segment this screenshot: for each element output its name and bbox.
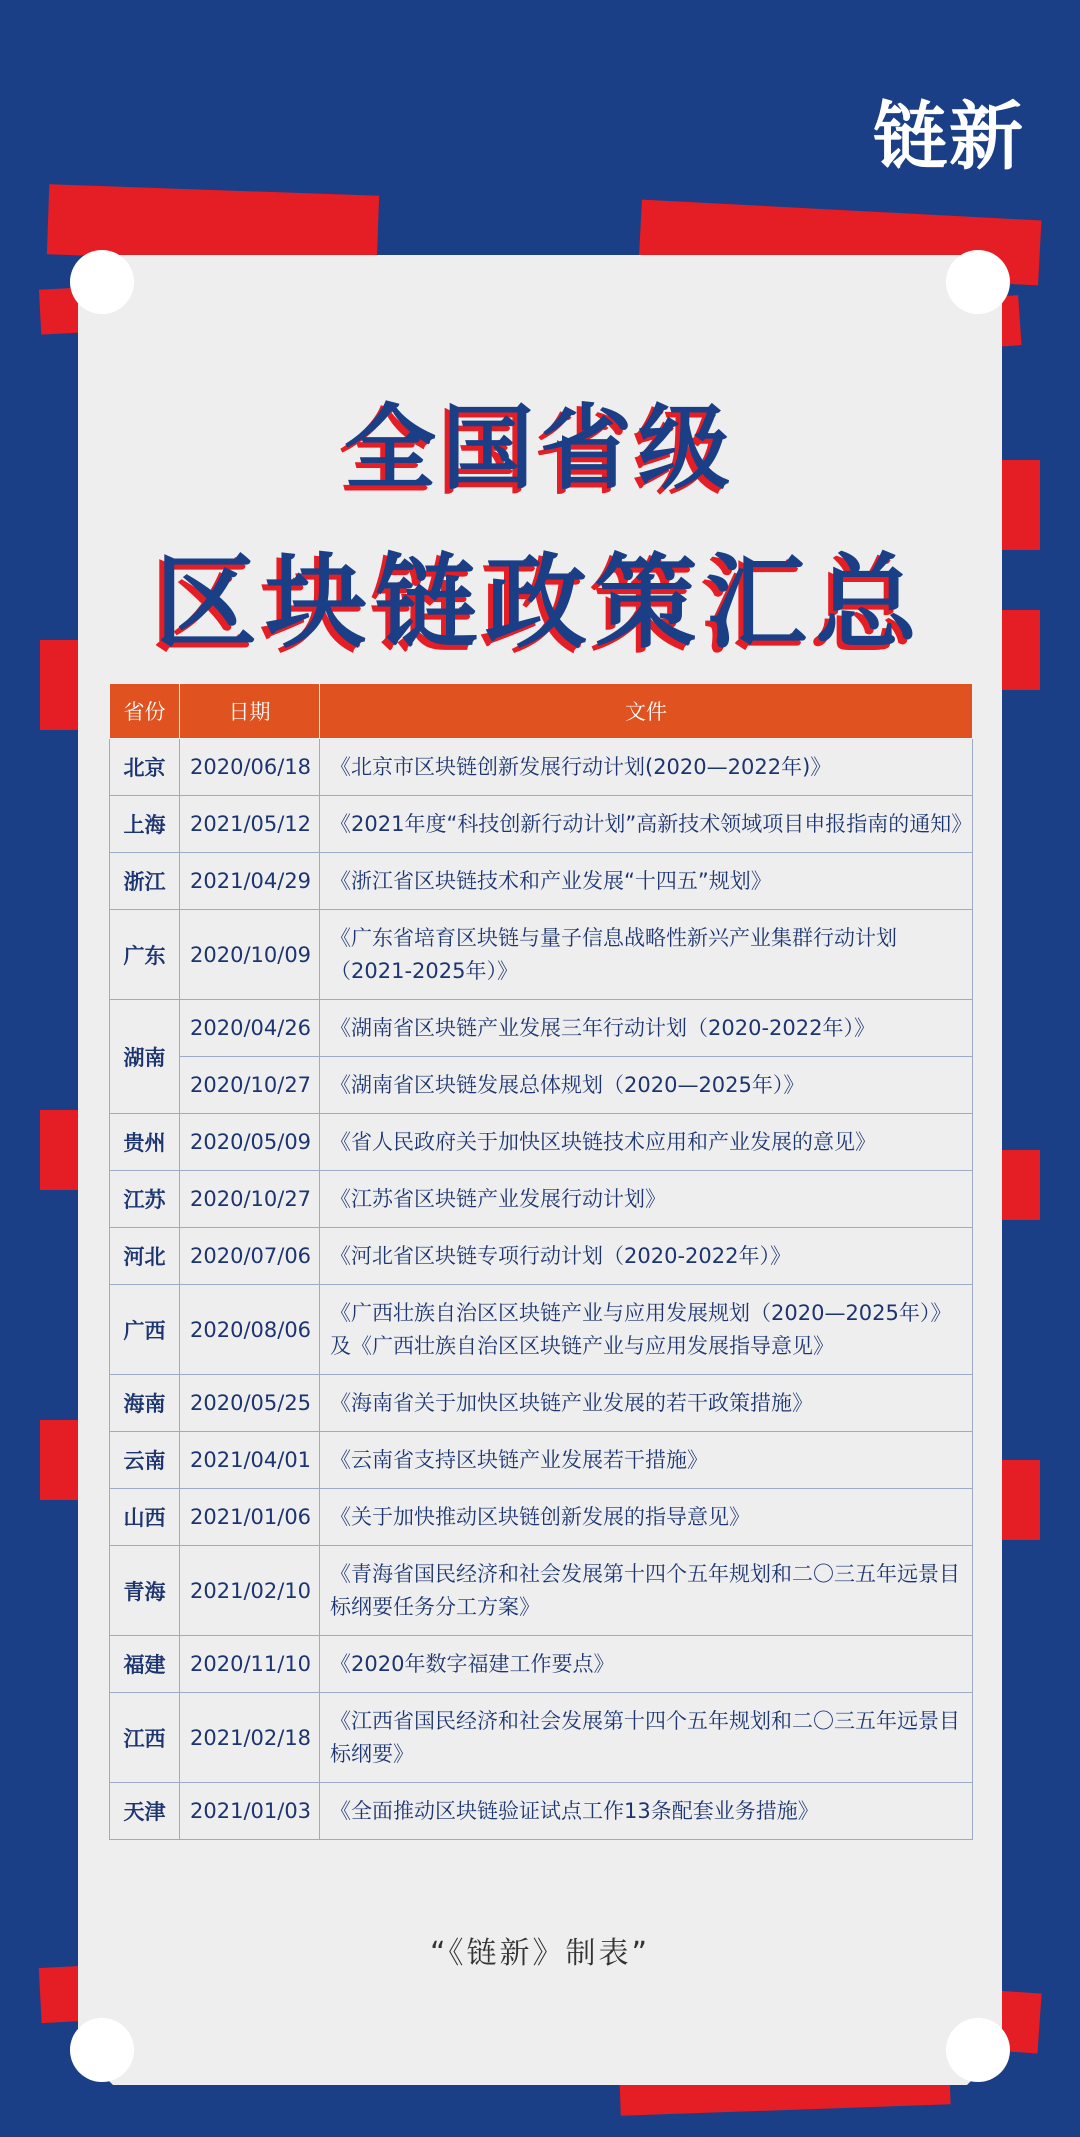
province-cell: 福建 <box>110 1636 180 1693</box>
document-cell: 《云南省支持区块链产业发展若干措施》 <box>320 1432 973 1489</box>
document-cell: 《海南省关于加快区块链产业发展的若干政策措施》 <box>320 1375 973 1432</box>
table-header-row <box>110 684 973 739</box>
document-cell: 《江西省国民经济和社会发展第十四个五年规划和二〇三五年远景目标纲要》 <box>320 1693 973 1783</box>
date-cell: 2020/08/06 <box>180 1285 320 1375</box>
province-cell: 北京 <box>110 739 180 796</box>
date-cell: 2021/05/12 <box>180 796 320 853</box>
date-cell: 2021/01/03 <box>180 1783 320 1840</box>
document-cell: 《青海省国民经济和社会发展第十四个五年规划和二〇三五年远景目标纲要任务分工方案》 <box>320 1546 973 1636</box>
corner-notch-top-right <box>946 250 1010 314</box>
table-row <box>110 1489 973 1546</box>
corner-notch-bottom-left <box>70 2018 134 2082</box>
policy-table <box>109 683 973 1840</box>
document-cell: 《湖南省区块链发展总体规划（2020—2025年）》 <box>320 1057 973 1114</box>
province-cell: 海南 <box>110 1375 180 1432</box>
document-cell: 《全面推动区块链验证试点工作13条配套业务措施》 <box>320 1783 973 1840</box>
table-row <box>110 853 973 910</box>
document-cell: 《广东省培育区块链与量子信息战略性新兴产业集群行动计划（2021-2025年）》 <box>320 910 973 1000</box>
page-title-line1: 全国省级 <box>343 395 736 502</box>
document-cell: 《河北省区块链专项行动计划（2020-2022年）》 <box>320 1228 973 1285</box>
document-cell: 《2020年数字福建工作要点》 <box>320 1636 973 1693</box>
province-cell: 云南 <box>110 1432 180 1489</box>
province-cell: 河北 <box>110 1228 180 1285</box>
table-row <box>110 1171 973 1228</box>
table-row <box>110 1114 973 1171</box>
corner-notch-top-left <box>70 250 134 314</box>
document-cell: 《湖南省区块链产业发展三年行动计划（2020-2022年）》 <box>320 1000 973 1057</box>
table-row <box>110 1375 973 1432</box>
table-row <box>110 1783 973 1840</box>
date-cell: 2021/02/18 <box>180 1693 320 1783</box>
document-cell: 《广西壮族自治区区块链产业与应用发展规划（2020—2025年）》及《广西壮族自治区区块链产业与应用发展指导意见》 <box>320 1285 973 1375</box>
header-province: 省份 <box>110 684 180 739</box>
table-row <box>110 1285 973 1375</box>
table-row <box>110 1693 973 1783</box>
header-date: 日期 <box>180 684 320 739</box>
province-cell: 湖南 <box>110 1000 180 1114</box>
date-cell: 2020/04/26 <box>180 1000 320 1057</box>
brand-logo: 链新 <box>873 94 1025 180</box>
table-row <box>110 1057 973 1114</box>
table-row <box>110 1636 973 1693</box>
document-cell: 《浙江省区块链技术和产业发展“十四五”规划》 <box>320 853 973 910</box>
date-cell: 2020/05/09 <box>180 1114 320 1171</box>
date-cell: 2020/07/06 <box>180 1228 320 1285</box>
document-cell: 《江苏省区块链产业发展行动计划》 <box>320 1171 973 1228</box>
date-cell: 2020/05/25 <box>180 1375 320 1432</box>
document-cell: 《北京市区块链创新发展行动计划(2020—2022年)》 <box>320 739 973 796</box>
province-cell: 江苏 <box>110 1171 180 1228</box>
province-cell: 山西 <box>110 1489 180 1546</box>
date-cell: 2021/02/10 <box>180 1546 320 1636</box>
province-cell: 江西 <box>110 1693 180 1783</box>
date-cell: 2020/10/09 <box>180 910 320 1000</box>
date-cell: 2021/01/06 <box>180 1489 320 1546</box>
corner-notch-bottom-right <box>946 2018 1010 2082</box>
date-cell: 2021/04/01 <box>180 1432 320 1489</box>
document-cell: 《省人民政府关于加快区块链技术应用和产业发展的意见》 <box>320 1114 973 1171</box>
document-cell: 《2021年度“科技创新行动计划”高新技术领域项目申报指南的通知》 <box>320 796 973 853</box>
province-cell: 天津 <box>110 1783 180 1840</box>
province-cell: 青海 <box>110 1546 180 1636</box>
table-row <box>110 1432 973 1489</box>
header-document: 文件 <box>320 684 973 739</box>
province-cell: 广东 <box>110 910 180 1000</box>
page-title-line2: 区块链政策汇总 <box>155 544 925 663</box>
date-cell: 2021/04/29 <box>180 853 320 910</box>
document-cell: 《关于加快推动区块链创新发展的指导意见》 <box>320 1489 973 1546</box>
date-cell: 2020/06/18 <box>180 739 320 796</box>
province-cell: 上海 <box>110 796 180 853</box>
province-cell: 贵州 <box>110 1114 180 1171</box>
table-row <box>110 796 973 853</box>
table-row <box>110 910 973 1000</box>
table-row <box>110 1228 973 1285</box>
footer-credit: “《链新》制表” <box>429 1936 651 1971</box>
date-cell: 2020/10/27 <box>180 1171 320 1228</box>
date-cell: 2020/11/10 <box>180 1636 320 1693</box>
table-row <box>110 1546 973 1636</box>
province-cell: 浙江 <box>110 853 180 910</box>
date-cell: 2020/10/27 <box>180 1057 320 1114</box>
table-row <box>110 1000 973 1057</box>
table-row <box>110 739 973 796</box>
province-cell: 广西 <box>110 1285 180 1375</box>
